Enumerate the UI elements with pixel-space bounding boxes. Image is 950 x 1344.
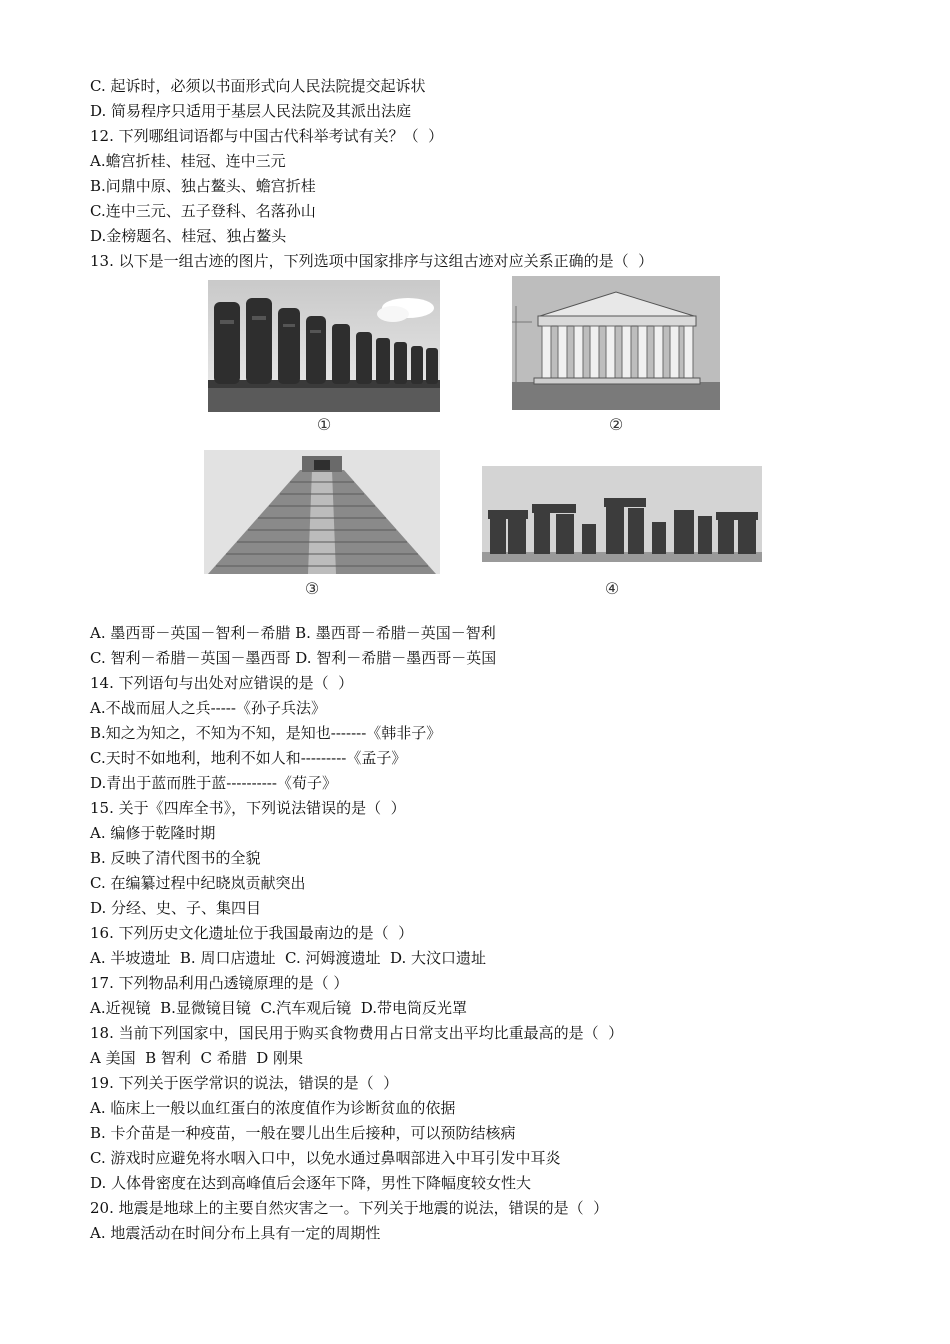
option-14-b: B.知之为知之，不知为不知，是知也-------《韩非子》 <box>90 724 442 742</box>
option-13-cd: C. 智利－希腊－英国－墨西哥 D. 智利－希腊－墨西哥－英国 <box>90 649 497 667</box>
caption-4: ④ <box>604 579 620 598</box>
option-14-a: A.不战而屈人之兵-----《孙子兵法》 <box>90 699 326 717</box>
option-12-b: B.问鼎中原、独占鳌头、蟾宫折桂 <box>90 177 316 195</box>
stonehenge-image <box>482 466 762 562</box>
moai-statues-image <box>208 280 440 412</box>
question-13: 13. 以下是一组古迹的图片，下列选项中国家排序与这组古迹对应关系正确的是（ ） <box>90 252 654 270</box>
question-14: 14. 下列语句与出处对应错误的是（ ） <box>90 674 354 692</box>
option-15-d: D. 分经、史、子、集四目 <box>90 899 262 917</box>
option-19-b: B. 卡介苗是一种疫苗，一般在婴儿出生后接种，可以预防结核病 <box>90 1124 516 1142</box>
option-15-c: C. 在编纂过程中纪晓岚贡献突出 <box>90 874 306 892</box>
question-12: 12. 下列哪组词语都与中国古代科举考试有关？（ ） <box>90 127 444 145</box>
option-11-d: D. 简易程序只适用于基层人民法院及其派出法庭 <box>90 102 412 120</box>
option-19-a: A. 临床上一般以血红蛋白的浓度值作为诊断贫血的依据 <box>90 1099 456 1117</box>
options-16: A. 半坡遗址 B. 周口店遗址 C. 河姆渡遗址 D. 大汶口遗址 <box>90 949 487 967</box>
question-15: 15. 关于《四库全书》，下列说法错误的是（ ） <box>90 799 406 817</box>
caption-1: ① <box>316 415 332 434</box>
option-12-c: C.连中三元、五子登科、名落孙山 <box>90 202 316 220</box>
option-19-d: D. 人体骨密度在达到高峰值后会逐年下降，男性下降幅度较女性大 <box>90 1174 532 1192</box>
mayan-pyramid-image <box>204 450 440 574</box>
question-18: 18. 当前下列国家中，国民用于购买食物费用占日常支出平均比重最高的是（ ） <box>90 1024 624 1042</box>
question-16: 16. 下列历史文化遗址位于我国最南边的是（ ） <box>90 924 414 942</box>
option-13-ab: A. 墨西哥－英国－智利－希腊 B. 墨西哥－希腊－英国－智利 <box>90 624 496 642</box>
option-11-c: C. 起诉时，必须以书面形式向人民法院提交起诉状 <box>90 77 426 95</box>
options-17: A.近视镜 B.显微镜目镜 C.汽车观后镜 D.带电筒反光罩 <box>90 999 467 1017</box>
question-17: 17. 下列物品利用凸透镜原理的是（ ） <box>90 974 349 992</box>
option-14-c: C.天时不如地利，地利不如人和---------《孟子》 <box>90 749 407 767</box>
parthenon-temple-image <box>512 276 720 410</box>
option-20-a: A. 地震活动在时间分布上具有一定的周期性 <box>90 1224 381 1242</box>
caption-2: ② <box>608 415 624 434</box>
option-15-a: A. 编修于乾隆时期 <box>90 824 216 842</box>
option-15-b: B. 反映了清代图书的全貌 <box>90 849 261 867</box>
option-14-d: D.青出于蓝而胜于蓝----------《荀子》 <box>90 774 337 792</box>
option-12-d: D.金榜题名、桂冠、独占鳌头 <box>90 227 287 245</box>
question-20: 20. 地震是地球上的主要自然灾害之一。下列关于地震的说法，错误的是（ ） <box>90 1199 609 1217</box>
option-12-a: A.蟾宫折桂、桂冠、连中三元 <box>90 152 286 170</box>
option-19-c: C. 游戏时应避免将水咽入口中，以免水通过鼻咽部进入中耳引发中耳炎 <box>90 1149 561 1167</box>
monument-figure <box>200 272 770 610</box>
options-18: A 美国 B 智利 C 希腊 D 刚果 <box>90 1049 304 1067</box>
caption-3: ③ <box>304 579 320 598</box>
question-19: 19. 下列关于医学常识的说法，错误的是（ ） <box>90 1074 399 1092</box>
